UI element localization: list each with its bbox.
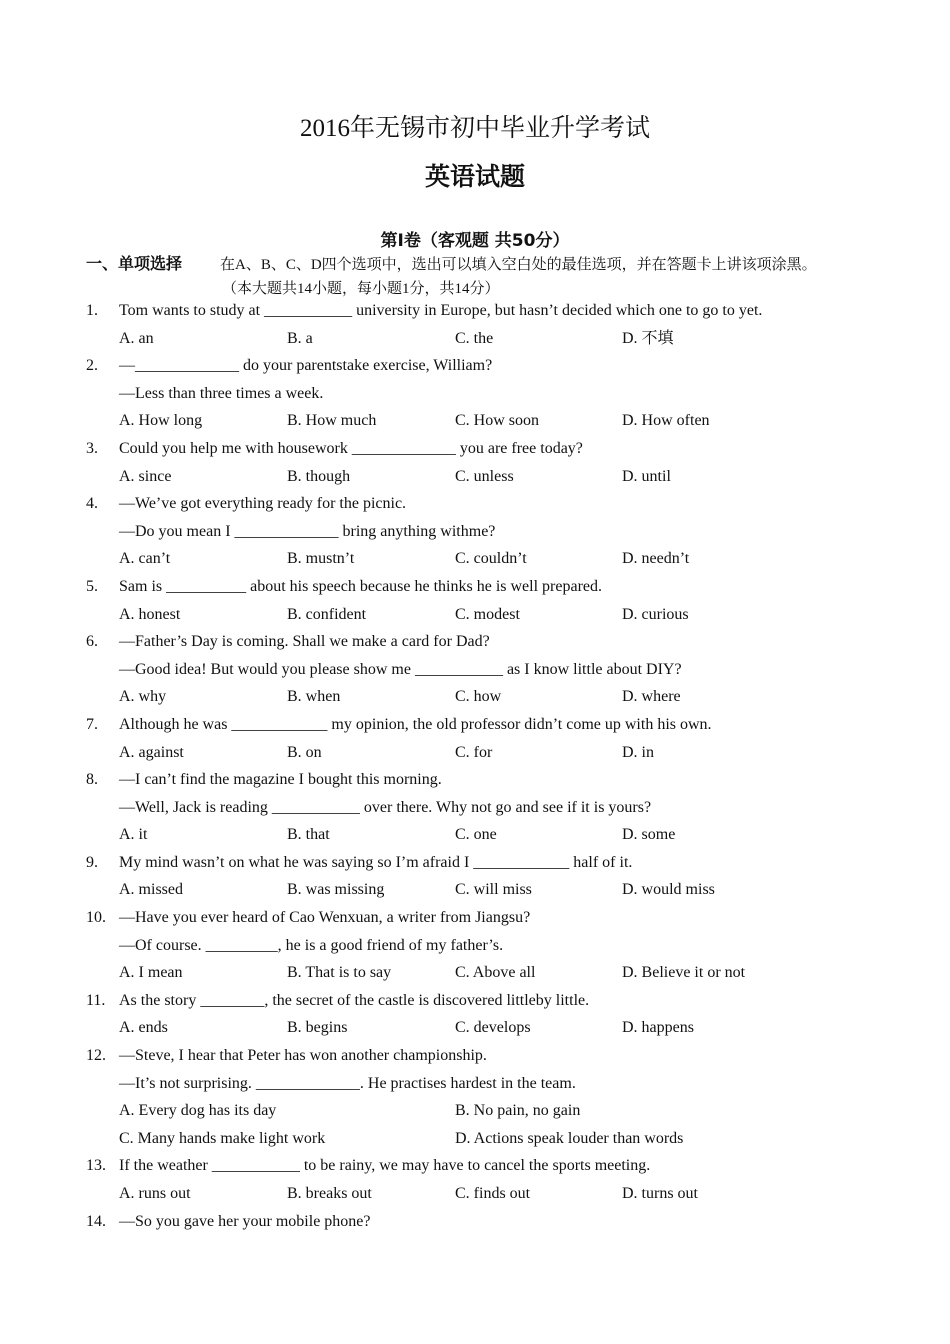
- part-title: 第I卷（客观题 共50分）: [380, 231, 570, 251]
- answer-option: C. for: [455, 743, 493, 761]
- answer-option: B. confident: [287, 605, 367, 623]
- answer-option: A. against: [119, 743, 184, 761]
- answer-option: B. was missing: [287, 881, 385, 899]
- question-text: —Good idea! But would you please show me ___________ as I know little about DIY?: [119, 660, 682, 678]
- options-row: [86, 603, 906, 631]
- question-list: [86, 299, 906, 1237]
- question-number: 11.: [86, 991, 106, 1009]
- answer-option: A. Every dog has its day: [119, 1102, 277, 1120]
- answer-option: C. finds out: [455, 1185, 531, 1202]
- answer-option: B. How much: [287, 412, 377, 430]
- question-row: [86, 575, 906, 603]
- answer-option: C. the: [455, 329, 494, 347]
- question-row: [86, 768, 906, 796]
- options-row: [86, 1016, 906, 1044]
- answer-option: C. couldn’t: [455, 550, 527, 568]
- options-row: [86, 685, 906, 713]
- question-row: [86, 906, 906, 934]
- question-text: —So you gave her your mobile phone?: [119, 1212, 371, 1230]
- question-row: [86, 1044, 906, 1072]
- question-text: —_____________ do your parentstake exercise, William?: [119, 357, 493, 375]
- question-text: —We’ve got everything ready for the picnic.: [119, 495, 407, 513]
- question-number: 1.: [86, 302, 98, 319]
- answer-option: B. that: [287, 826, 330, 844]
- answer-option: D. would miss: [622, 881, 715, 899]
- answer-option: C. how: [455, 688, 502, 706]
- question-row: [86, 437, 906, 465]
- answer-option: C. unless: [455, 467, 514, 485]
- question-text: —Steve, I hear that Peter has won another championship.: [119, 1047, 487, 1065]
- question-number: 4.: [86, 495, 98, 513]
- question-text: Sam is __________ about his speech because he thinks he is well prepared.: [119, 577, 602, 595]
- answer-option: D. Actions speak louder than words: [455, 1129, 684, 1147]
- question-number: 10.: [86, 909, 106, 927]
- answer-option: A. can’t: [119, 550, 171, 568]
- question-text: As the story ________, the secret of the castle is discovered littleby little.: [119, 991, 590, 1009]
- question-row: [86, 1072, 906, 1100]
- options-row: [86, 327, 906, 355]
- question-text: —Father’s Day is coming. Shall we make a card for Dad?: [119, 633, 490, 651]
- question-row: [86, 713, 906, 741]
- question-number: 9.: [86, 853, 98, 871]
- question-text: My mind wasn’t on what he was saying so I’m afraid I ____________ half of it.: [119, 853, 633, 871]
- question-number: 12.: [86, 1047, 106, 1065]
- answer-option: B. That is to say: [287, 964, 392, 982]
- question-text: —It’s not surprising. _____________. He practises hardest in the team.: [119, 1074, 576, 1092]
- options-row: [86, 547, 906, 575]
- question-number: 6.: [86, 633, 98, 651]
- exam-title: 2016年无锡市初中毕业升学考试: [299, 115, 650, 142]
- question-number: 13.: [86, 1157, 106, 1175]
- answer-option: C. will miss: [455, 881, 532, 899]
- question-text: Tom wants to study at ___________ university in Europe, but hasn’t decided which one to go to yet.: [119, 302, 763, 319]
- question-number: 14.: [86, 1212, 106, 1230]
- answer-option: B. mustn’t: [287, 550, 355, 568]
- question-text: If the weather ___________ to be rainy, we may have to cancel the sports meeting.: [119, 1157, 651, 1175]
- answer-option: B. breaks out: [287, 1185, 372, 1202]
- answer-option: C. develops: [455, 1019, 531, 1037]
- question-number: 8.: [86, 771, 98, 789]
- question-text: —I can’t find the magazine I bought this morning.: [119, 771, 442, 789]
- question-number: 7.: [86, 715, 98, 733]
- answer-option: D. happens: [622, 1019, 694, 1037]
- answer-option: A. it: [119, 826, 148, 844]
- answer-option: C. How soon: [455, 412, 540, 430]
- options-row: [86, 823, 906, 851]
- question-row: [86, 796, 906, 824]
- answer-option: A. I mean: [119, 964, 183, 982]
- question-row: [86, 658, 906, 686]
- answer-option: D. turns out: [622, 1185, 698, 1202]
- answer-option: D. needn’t: [622, 550, 690, 568]
- question-row: [86, 934, 906, 962]
- options-row: [86, 465, 906, 493]
- question-row: [86, 520, 906, 548]
- answer-option: B. begins: [287, 1019, 348, 1037]
- question-row: [86, 299, 906, 327]
- question-text: —Of course. _________, he is a good friend of my father’s.: [119, 936, 504, 954]
- answer-option: C. Many hands make light work: [119, 1129, 326, 1147]
- question-number: 5.: [86, 577, 98, 595]
- answer-option: A. runs out: [119, 1185, 191, 1202]
- question-row: [86, 1210, 906, 1238]
- question-row: [86, 354, 906, 382]
- answer-option: D. curious: [622, 605, 689, 623]
- section-heading: 一、单项选择: [86, 254, 183, 273]
- question-number: 3.: [86, 439, 98, 457]
- answer-option: D. where: [622, 688, 681, 706]
- question-row: [86, 851, 906, 879]
- answer-option: B. a: [287, 329, 313, 347]
- question-text: —Have you ever heard of Cao Wenxuan, a writer from Jiangsu?: [119, 909, 531, 927]
- section-instruction: 在A、B、C、D四个选项中，选出可以填入空白处的最佳选项，并在答题卡上讲该项涂黑。: [220, 257, 817, 273]
- question-text: —Well, Jack is reading ___________ over there. Why not go and see if it is yours?: [119, 798, 652, 816]
- question-row: [86, 989, 906, 1017]
- question-text: Although he was ____________ my opinion, the old professor didn’t come up with his own.: [119, 715, 712, 733]
- options-row: [86, 409, 906, 437]
- options-row: [86, 741, 906, 769]
- question-row: [86, 1154, 906, 1182]
- answer-option: A. why: [119, 688, 167, 706]
- question-row: [86, 492, 906, 520]
- options-row: [86, 1127, 906, 1155]
- answer-option: B. though: [287, 467, 351, 485]
- question-row: [86, 382, 906, 410]
- subject-title: 英语试题: [424, 162, 525, 191]
- answer-option: A. an: [119, 329, 154, 347]
- answer-option: D. Believe it or not: [622, 964, 746, 982]
- answer-option: A. missed: [119, 881, 183, 899]
- section-note: （本大题共14小题，每小题1分，共14分）: [222, 281, 500, 297]
- options-row: [86, 878, 906, 906]
- answer-option: B. No pain, no gain: [455, 1102, 581, 1120]
- question-text: —Do you mean I _____________ bring anything withme?: [119, 522, 496, 540]
- question-text: Could you help me with housework _____________ you are free today?: [119, 439, 583, 457]
- options-row: [86, 1099, 906, 1127]
- answer-option: B. on: [287, 743, 322, 761]
- answer-option: D. How often: [622, 412, 710, 430]
- answer-option: A. ends: [119, 1019, 168, 1037]
- question-text: —Less than three times a week.: [119, 384, 324, 402]
- question-number: 2.: [86, 357, 98, 375]
- answer-option: A. since: [119, 467, 172, 485]
- answer-option: D. some: [622, 826, 676, 844]
- section-header: [86, 251, 817, 274]
- options-row: [86, 1182, 906, 1210]
- answer-option: D. 不填: [622, 329, 674, 347]
- options-row: [86, 961, 906, 989]
- answer-option: A. How long: [119, 412, 203, 430]
- answer-option: A. honest: [119, 605, 181, 623]
- answer-option: B. when: [287, 688, 341, 706]
- question-row: [86, 630, 906, 658]
- answer-option: D. until: [622, 467, 671, 485]
- answer-option: C. one: [455, 826, 497, 844]
- answer-option: D. in: [622, 743, 654, 761]
- answer-option: C. modest: [455, 605, 520, 623]
- answer-option: C. Above all: [455, 964, 536, 982]
